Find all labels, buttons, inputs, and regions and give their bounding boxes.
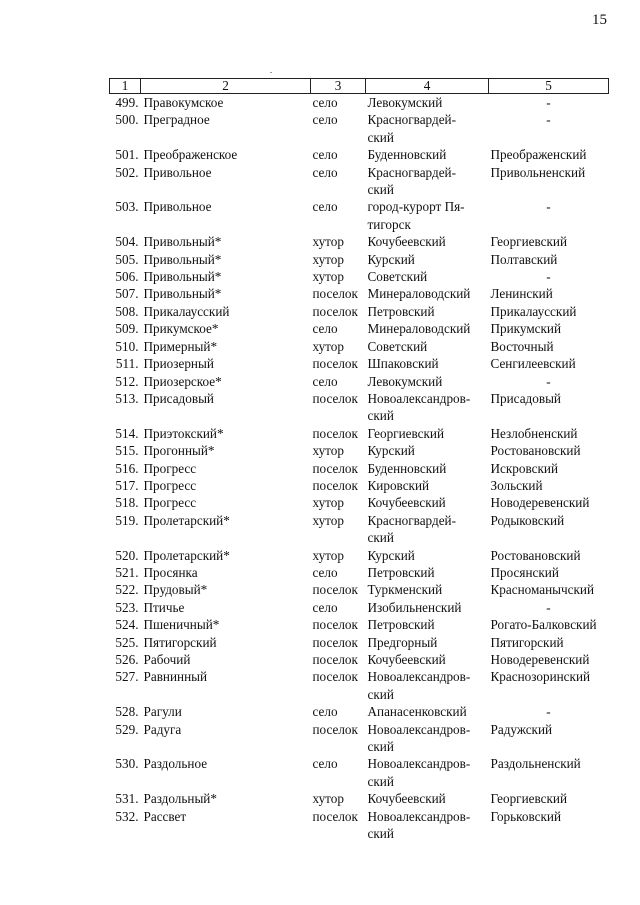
district-name (366, 146, 489, 163)
district-line: тигорск (367, 216, 411, 232)
district-name (366, 808, 489, 843)
council-name: Красноманычский (490, 582, 595, 598)
council-name: Георгиевский (490, 791, 568, 807)
settlement-type: поселок (312, 721, 358, 737)
row-number: 506. (115, 269, 139, 285)
settlement-name: Прогресс (143, 477, 197, 493)
district-line: Советский (367, 338, 428, 354)
row-number: 515. (115, 443, 139, 459)
settlement-type: хутор (312, 791, 344, 807)
settlement-name: Раздольное (143, 756, 208, 772)
district-name (366, 111, 489, 146)
row-number: 512. (115, 373, 139, 389)
row-number: 518. (115, 495, 139, 511)
district-line: Красногвардей- (367, 512, 456, 528)
district-name (366, 703, 489, 720)
settlement-type: хутор (312, 443, 344, 459)
settlement-name: Привольный* (143, 286, 222, 302)
table-row (110, 721, 609, 756)
district-line: Кочубеевский (367, 791, 446, 807)
settlement-type: поселок (312, 652, 358, 667)
settlement-type: поселок (312, 390, 358, 406)
settlement-type: хутор (312, 512, 344, 528)
scan-speck (270, 72, 272, 73)
district-line: Новоалександров- (367, 669, 471, 685)
settlement-name: Пролетарский* (143, 547, 230, 563)
header-col-4: 4 (366, 79, 489, 94)
row-number: 522. (115, 582, 139, 598)
district-line: Новоалександров- (367, 756, 471, 772)
settlement-name: Привольный* (143, 269, 222, 285)
settlement-type: село (312, 164, 338, 180)
settlement-name: Птичье (143, 599, 185, 615)
council-name: Раздольненский (490, 756, 581, 772)
row-number: 507. (115, 286, 139, 302)
district-name (366, 285, 489, 302)
table-row (110, 233, 609, 250)
settlement-type: село (312, 199, 338, 215)
district-line: Петровский (367, 303, 435, 319)
district-line: Курский (367, 443, 415, 459)
table-row (110, 651, 609, 668)
district-line: Красногвардей- (367, 164, 456, 180)
district-name (366, 338, 489, 355)
council-name: - (546, 704, 551, 720)
settlement-type: село (312, 599, 338, 615)
district-name (366, 233, 489, 250)
row-number: 501. (115, 147, 139, 163)
table-row (110, 703, 609, 720)
district-line: Левокумский (367, 95, 443, 110)
district-line: Петровский (367, 617, 435, 633)
council-name: Пятигорский (490, 634, 564, 650)
table-body (110, 94, 609, 843)
settlement-type: поселок (312, 303, 358, 319)
council-name: Привольненский (490, 164, 586, 180)
council-name: Полтавский (490, 251, 558, 267)
district-line: ский (367, 686, 394, 702)
district-name (366, 668, 489, 703)
settlement-name: Рагули (143, 704, 182, 720)
row-number: 500. (115, 112, 139, 128)
settlement-name: Рабочий (143, 652, 191, 667)
row-number: 521. (115, 564, 139, 580)
council-name: Ростовановский (490, 547, 581, 563)
district-name (366, 634, 489, 651)
district-line: ский (367, 129, 394, 145)
table-row (110, 808, 609, 843)
settlement-type: хутор (312, 338, 344, 354)
row-number: 513. (115, 390, 139, 406)
council-name: Родыковский (490, 512, 565, 528)
table-row (110, 355, 609, 372)
council-name: Прикумский (490, 321, 562, 337)
settlement-name: Прогресс (143, 495, 197, 511)
district-name (366, 581, 489, 598)
district-line: Минераловодский (367, 286, 471, 302)
council-name: Новодеревенский (490, 652, 590, 667)
district-line: Шпаковский (367, 356, 439, 372)
row-number: 511. (115, 356, 139, 372)
table-row (110, 146, 609, 163)
settlement-type: поселок (312, 669, 358, 685)
settlement-name: Преградное (143, 112, 210, 128)
district-name (366, 616, 489, 633)
settlement-name: Присадовый (143, 390, 214, 406)
row-number: 516. (115, 460, 139, 476)
council-name: Ленинский (490, 286, 553, 302)
district-name (366, 721, 489, 756)
header-col-5: 5 (489, 79, 609, 94)
district-line: Георгиевский (367, 425, 445, 441)
district-line: Новоалександров- (367, 390, 471, 406)
district-name (366, 390, 489, 425)
row-number: 525. (115, 634, 139, 650)
settlements-table (109, 78, 609, 842)
settlement-name: Привольное (143, 199, 212, 215)
settlement-name: Рассвет (143, 808, 187, 824)
table-row (110, 285, 609, 302)
settlement-name: Привольное (143, 164, 212, 180)
row-number: 510. (115, 338, 139, 354)
row-number: 524. (115, 617, 139, 633)
settlement-name: Преображенское (143, 147, 238, 163)
council-name: Ростовановский (490, 443, 581, 459)
settlement-type: поселок (312, 460, 358, 476)
district-line: Минераловодский (367, 321, 471, 337)
settlement-name: Раздольный* (143, 791, 217, 807)
settlement-type: поселок (312, 286, 358, 302)
row-number: 519. (115, 512, 139, 528)
settlement-type: хутор (312, 234, 344, 250)
council-name: Восточный (490, 338, 554, 354)
district-line: ский (367, 773, 394, 789)
district-line: Апанасенковский (367, 704, 467, 720)
row-number: 499. (115, 95, 139, 110)
settlement-type: село (312, 756, 338, 772)
table-row (110, 477, 609, 494)
settlement-type: село (312, 112, 338, 128)
district-line: ский (367, 530, 394, 546)
district-name (366, 303, 489, 320)
row-number: 514. (115, 425, 139, 441)
council-name: Георгиевский (490, 234, 568, 250)
settlement-name: Правокумское (143, 95, 224, 110)
council-name: Прикалаусский (490, 303, 577, 319)
row-number: 504. (115, 234, 139, 250)
settlement-type: хутор (312, 547, 344, 563)
district-line: ский (367, 826, 394, 842)
settlement-name: Прикалаусский (143, 303, 230, 319)
district-name (366, 320, 489, 337)
council-name: - (546, 269, 551, 285)
district-line: Советский (367, 269, 428, 285)
table-row (110, 512, 609, 547)
district-line: Туркменский (367, 582, 443, 598)
district-line: Предгорный (367, 634, 438, 650)
table-row (110, 668, 609, 703)
row-number: 505. (115, 251, 139, 267)
settlement-name: Пшеничный* (143, 617, 220, 633)
council-name: - (546, 112, 551, 128)
settlement-type: село (312, 373, 338, 389)
council-name: Преображенский (490, 147, 587, 163)
district-name (366, 755, 489, 790)
district-line: Кочубеевский (367, 652, 446, 667)
table-row (110, 634, 609, 651)
district-line: город-курорт Пя- (367, 199, 465, 215)
district-name (366, 547, 489, 564)
district-name (366, 198, 489, 233)
district-line: ский (367, 182, 394, 198)
row-number: 502. (115, 164, 139, 180)
council-name: - (546, 599, 551, 615)
settlement-type: поселок (312, 356, 358, 372)
row-number: 503. (115, 199, 139, 215)
district-line: Курский (367, 547, 415, 563)
district-name (366, 251, 489, 268)
settlement-type: поселок (312, 582, 358, 598)
table-row (110, 599, 609, 616)
settlement-type: поселок (312, 617, 358, 633)
settlement-name: Пролетарский* (143, 512, 230, 528)
district-line: Кочубеевский (367, 495, 446, 511)
table-row (110, 198, 609, 233)
district-name (366, 164, 489, 199)
settlement-type: село (312, 321, 338, 337)
district-name (366, 373, 489, 390)
settlement-name: Прудовый* (143, 582, 208, 598)
row-number: 517. (115, 477, 139, 493)
settlement-name: Равнинный (143, 669, 208, 685)
settlement-name: Прогресс (143, 460, 197, 476)
district-name (366, 355, 489, 372)
district-line: Петровский (367, 564, 435, 580)
council-name: Искровский (490, 460, 558, 476)
district-line: ский (367, 408, 394, 424)
settlement-type: село (312, 704, 338, 720)
district-name (366, 512, 489, 547)
row-number: 528. (115, 704, 139, 720)
district-name (366, 477, 489, 494)
table-row (110, 494, 609, 511)
district-line: Кировский (367, 477, 430, 493)
table-header (110, 79, 609, 94)
settlement-name: Пятигорский (143, 634, 217, 650)
table-row (110, 547, 609, 564)
district-line: Красногвардей- (367, 112, 456, 128)
table-row (110, 94, 609, 112)
district-line: ский (367, 739, 394, 755)
table-row (110, 581, 609, 598)
table-row (110, 373, 609, 390)
settlement-name: Прогонный* (143, 443, 215, 459)
district-name (366, 564, 489, 581)
row-number: 527. (115, 669, 139, 685)
council-name: Сенгилеевский (490, 356, 576, 372)
council-name: - (546, 199, 551, 215)
row-number: 529. (115, 721, 139, 737)
district-line: Левокумский (367, 373, 443, 389)
table-row (110, 164, 609, 199)
council-name: Новодеревенский (490, 495, 590, 511)
settlement-type: хутор (312, 495, 344, 511)
council-name: Присадовый (490, 390, 561, 406)
council-name: Зольский (490, 477, 543, 493)
district-line: Курский (367, 251, 415, 267)
settlement-type: поселок (312, 634, 358, 650)
table-row (110, 251, 609, 268)
district-name (366, 790, 489, 807)
settlement-name: Примерный* (143, 338, 218, 354)
table-row (110, 616, 609, 633)
council-name: Горьковский (490, 808, 562, 824)
district-name (366, 94, 489, 112)
table-row (110, 268, 609, 285)
table-row (110, 564, 609, 581)
settlement-name: Приэтокский* (143, 425, 224, 441)
row-number: 526. (115, 652, 139, 667)
table-row (110, 303, 609, 320)
district-name (366, 651, 489, 668)
table-row (110, 755, 609, 790)
row-number: 523. (115, 599, 139, 615)
settlement-name: Приозерское* (143, 373, 222, 389)
row-number: 532. (115, 808, 139, 824)
settlement-type: поселок (312, 425, 358, 441)
council-name: - (546, 373, 551, 389)
table-row (110, 338, 609, 355)
district-name (366, 425, 489, 442)
settlement-type: село (312, 147, 338, 163)
district-name (366, 460, 489, 477)
settlement-name: Привольный* (143, 251, 222, 267)
table-row (110, 111, 609, 146)
district-name (366, 599, 489, 616)
row-number: 509. (115, 321, 139, 337)
district-line: Буденновский (367, 147, 447, 163)
council-name: Рогато-Балковский (490, 617, 597, 633)
settlement-type: хутор (312, 269, 344, 285)
row-number: 508. (115, 303, 139, 319)
council-name: Радужский (490, 721, 553, 737)
settlement-name: Привольный* (143, 234, 222, 250)
header-col-1: 1 (110, 79, 141, 94)
row-number: 531. (115, 791, 139, 807)
district-line: Кочубеевский (367, 234, 446, 250)
table-row (110, 790, 609, 807)
district-line: Буденновский (367, 460, 447, 476)
table-row (110, 320, 609, 337)
settlement-name: Приозерный (143, 356, 214, 372)
council-name: Незлобненский (490, 425, 578, 441)
settlement-name: Радуга (143, 721, 182, 737)
district-name (366, 268, 489, 285)
settlement-name: Прикумское* (143, 321, 219, 337)
settlement-name: Просянка (143, 564, 198, 580)
council-name: Краснозоринский (490, 669, 591, 685)
district-name (366, 494, 489, 511)
district-line: Изобильненский (367, 599, 462, 615)
settlement-type: село (312, 95, 338, 110)
settlement-type: село (312, 564, 338, 580)
header-col-3: 3 (311, 79, 366, 94)
page-number: 15 (592, 12, 607, 28)
table-row (110, 390, 609, 425)
district-line: Новоалександров- (367, 808, 471, 824)
district-name (366, 442, 489, 459)
row-number: 530. (115, 756, 139, 772)
council-name: - (546, 95, 551, 110)
district-line: Новоалександров- (367, 721, 471, 737)
council-name: Просянский (490, 564, 559, 580)
settlement-type: поселок (312, 477, 358, 493)
table-row (110, 442, 609, 459)
header-col-2: 2 (141, 79, 311, 94)
header-row (110, 79, 609, 94)
settlement-type: хутор (312, 251, 344, 267)
row-number: 520. (115, 547, 139, 563)
table-row (110, 460, 609, 477)
settlement-type: поселок (312, 808, 358, 824)
table-row (110, 425, 609, 442)
